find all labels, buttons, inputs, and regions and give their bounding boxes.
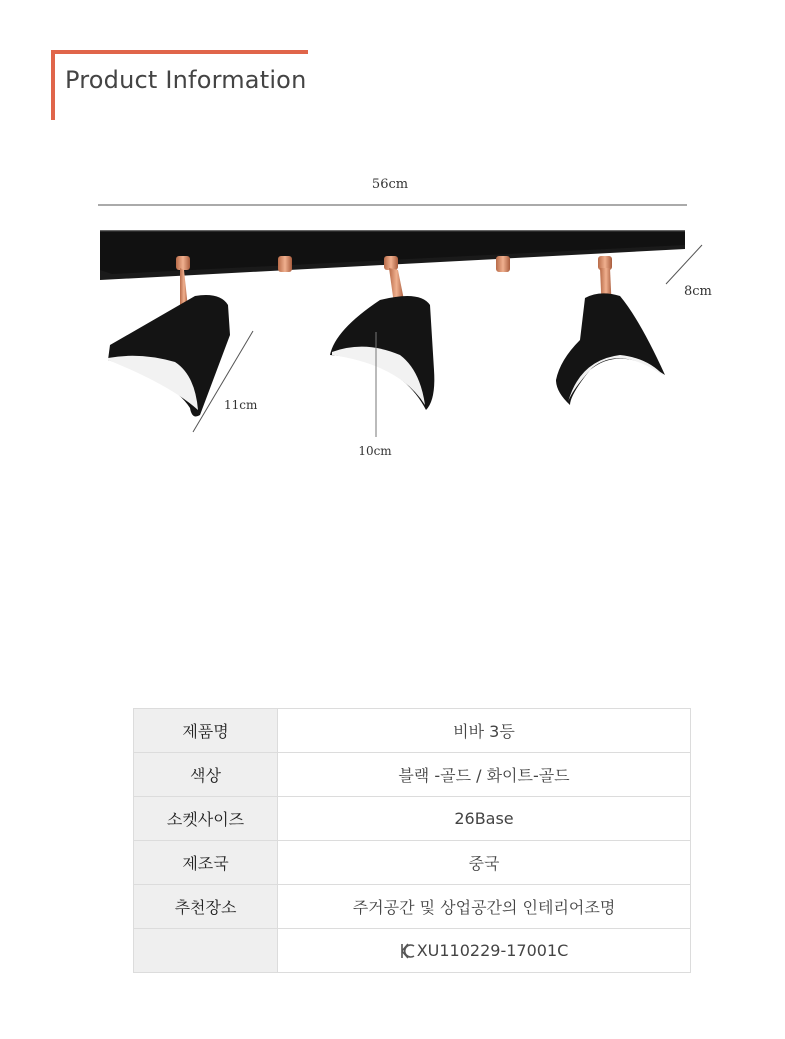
bar-screw [496,256,510,272]
header-accent-top [51,50,308,54]
kc-mark-icon [400,942,415,960]
width-dimension-label: 56cm [371,177,409,192]
spotlight-right [556,256,665,405]
spotlight-left [108,256,230,416]
row-label: 색상 [134,753,278,797]
table-row [134,753,691,797]
row-value: 비바 3등 [278,709,691,753]
row-value: 블랙 -골드 / 화이트-골드 [278,753,691,797]
page-title: Product Information [65,66,307,94]
shade-diameter-dimension-label: 10cm [358,444,392,458]
row-label: 추천장소 [134,885,278,929]
shade-length-dimension-label: 11cm [224,398,258,412]
depth-dimension-label: 8cm [684,284,712,299]
row-value: 중국 [278,841,691,885]
product-info-table [133,708,691,973]
spotlight-center [330,256,434,410]
row-label: 제조국 [134,841,278,885]
certification-cell [278,929,691,973]
table-row [134,709,691,753]
product-diagram [0,160,785,480]
bar-screw [278,256,292,272]
depth-dimension-line [666,245,702,284]
row-label: 제품명 [134,709,278,753]
table-row [134,841,691,885]
certification-number: XU110229-17001C [416,940,569,960]
row-label: 소켓사이즈 [134,797,278,841]
table-row [134,929,691,973]
row-value: 26Base [278,797,691,841]
table-row [134,797,691,841]
header-accent-left [51,50,55,120]
row-label [134,929,278,973]
row-value: 주거공간 및 상업공간의 인테리어조명 [278,885,691,929]
table-row [134,885,691,929]
